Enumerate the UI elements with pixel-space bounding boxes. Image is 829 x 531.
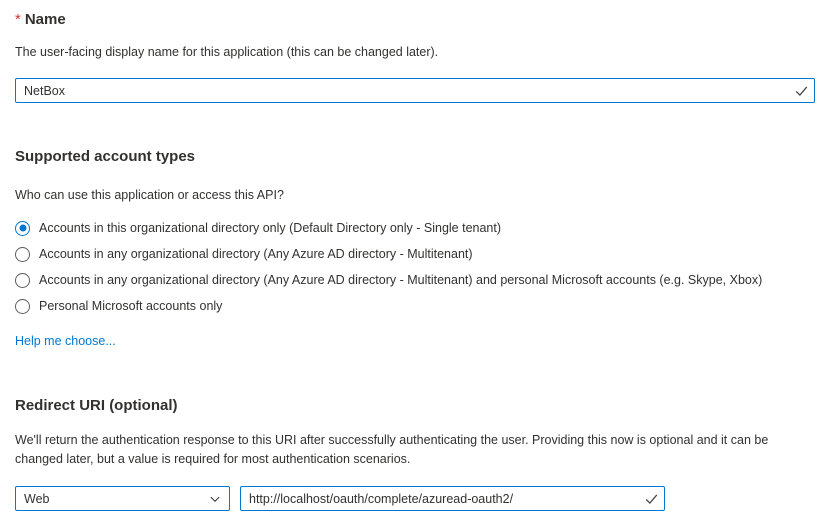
radio-button-icon [15,221,30,236]
radio-label: Accounts in any organizational directory (Any Azure AD directory - Multitenant) [39,247,473,261]
radio-single-tenant[interactable] [15,215,815,241]
name-input[interactable] [15,78,815,103]
platform-select[interactable] [15,486,230,511]
redirect-uri-description: We'll return the authentication response to this URI after successfully authenticating the user. Providing this now is optional and it can be changed later, but a value is required for most authentication scenarios. [15,433,769,466]
radio-label: Personal Microsoft accounts only [39,299,223,313]
redirect-uri-section [15,396,815,511]
account-types-radio-group [15,215,815,319]
chevron-down-icon [209,493,221,505]
radio-label: Accounts in any organizational directory (Any Azure AD directory - Multitenant) and personal Microsoft accounts (e.g. Skype, Xbox) [39,273,763,287]
radio-multitenant[interactable] [15,241,815,267]
account-types-title: Supported account types [15,148,196,165]
redirect-uri-row [15,486,815,511]
radio-button-icon [15,299,30,314]
radio-button-icon [15,273,30,288]
name-section [15,10,815,103]
help-me-choose-link[interactable]: Help me choose... [15,334,116,348]
uri-input-wrap [240,486,665,511]
required-asterisk: * [15,11,21,28]
account-types-question: Who can use this application or access this API? [15,188,284,202]
radio-personal-only[interactable] [15,293,815,319]
name-title-text: Name [24,11,66,28]
name-description: The user-facing display name for this application (this can be changed later). [15,45,439,59]
radio-button-icon [15,247,30,262]
radio-multitenant-personal[interactable] [15,267,815,293]
account-types-section [15,147,815,350]
redirect-uri-title: Redirect URI (optional) [15,397,178,414]
radio-label: Accounts in this organizational directory only (Default Directory only - Single tenant) [39,221,502,235]
name-input-wrap [15,78,815,103]
name-section-title [15,10,815,30]
platform-select-value: Web [24,491,50,506]
redirect-uri-input[interactable] [240,486,665,511]
